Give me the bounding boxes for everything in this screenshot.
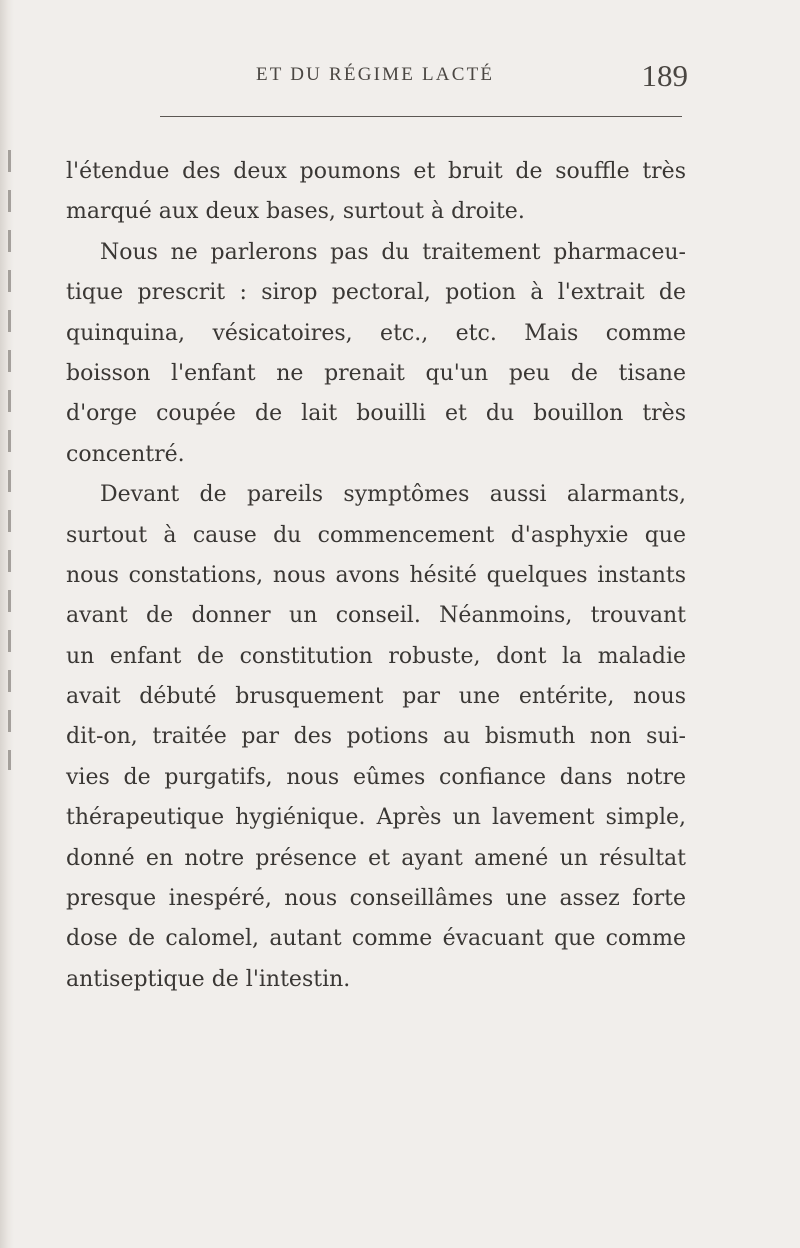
text-line: vies de purgatifs, nous eûmes confiance dans notre (66, 764, 686, 790)
text-line: l'étendue des deux poumons et bruit de souffle très (66, 159, 686, 184)
body-text (66, 152, 686, 1000)
text-line: dose de calomel, autant comme évacuant que comme (66, 926, 686, 952)
header-rule (160, 116, 682, 117)
text-line: tique prescrit : sirop pectoral, potion à l'extrait de (66, 280, 686, 306)
page-number: 189 (641, 58, 688, 93)
text-line: un enfant de constitution robuste, dont la maladie (66, 643, 686, 669)
text-line: marqué aux deux bases, surtout à droite. (66, 199, 525, 225)
text-line: thérapeutique hygiénique. Après un lavement simple, (66, 805, 686, 831)
text-line: concentré. (66, 441, 185, 467)
text-line: boisson l'enfant ne prenait qu'un peu de tisane (66, 360, 686, 386)
text-line: avant de donner un conseil. Néanmoins, trouvant (66, 603, 686, 629)
text-line: quinquina, vésicatoires, etc., etc. Mais comme (66, 320, 686, 346)
text-line: presque inespéré, nous conseillâmes une assez forte (66, 886, 686, 912)
text-line: antiseptique de l'intestin. (66, 966, 351, 992)
binding-edge (0, 0, 14, 1248)
paragraph-start-line: Nous ne parlerons pas du traitement pharmaceu- (100, 239, 686, 265)
text-line: surtout à cause du commencement d'asphyxie que (66, 522, 686, 548)
running-title: ET DU RÉGIME LACTÉ (256, 64, 495, 85)
text-line: avait débuté brusquement par une entérite, nous (66, 684, 686, 710)
text-line: donné en notre présence et ayant amené un résultat (66, 845, 686, 871)
text-line: nous constations, nous avons hésité quelques instants (66, 562, 686, 588)
paragraph-start-line: Devant de pareils symptômes aussi alarmants, (100, 482, 686, 508)
running-head (160, 60, 708, 100)
text-line: d'orge coupée de lait bouilli et du bouillon très (66, 401, 686, 427)
text-line: dit-on, traitée par des potions au bismuth non sui- (66, 724, 686, 750)
